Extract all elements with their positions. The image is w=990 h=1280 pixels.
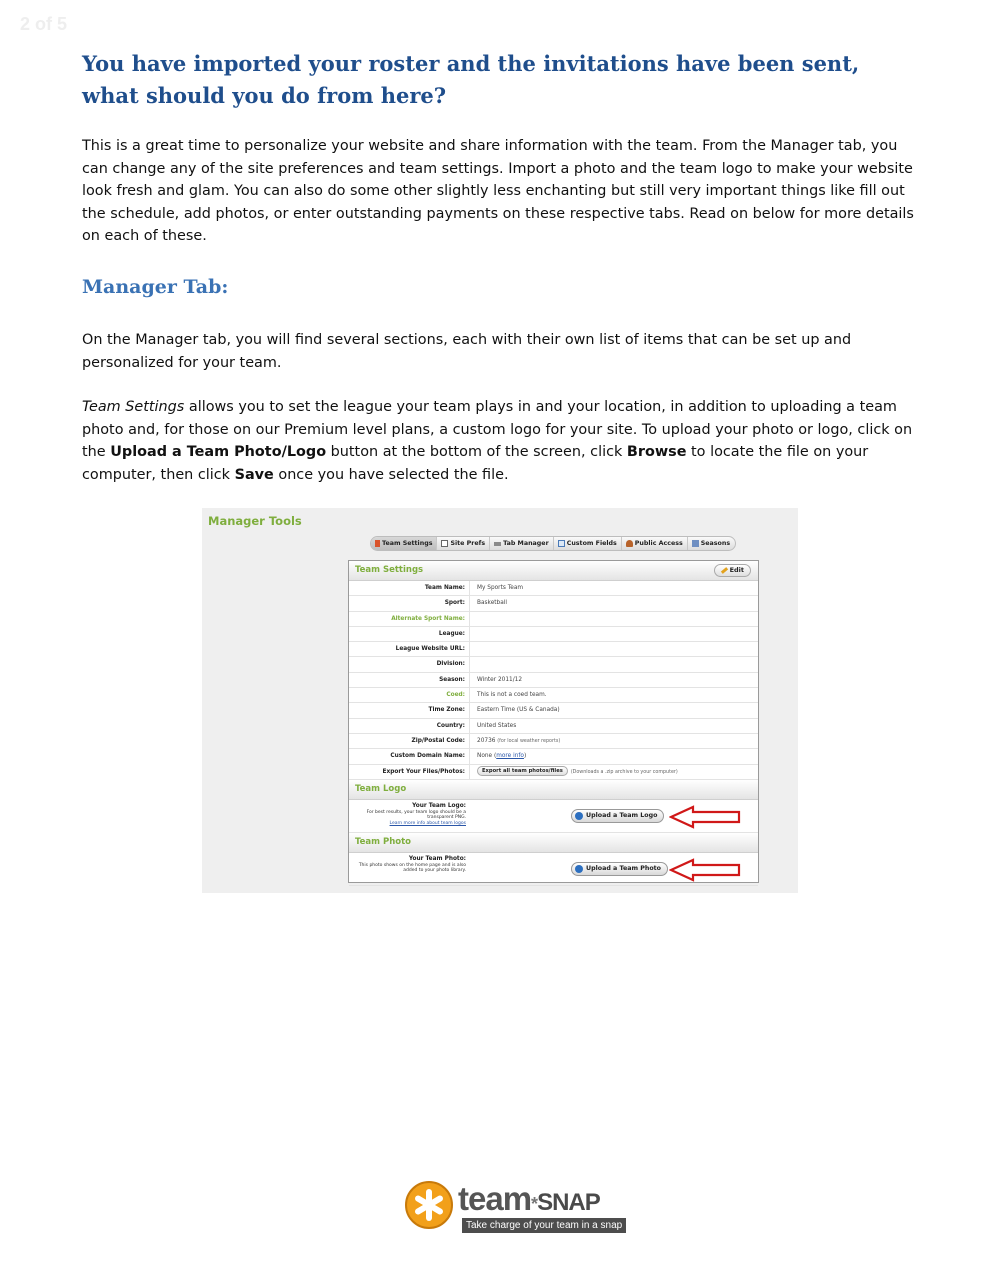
logo-wordmark <box>458 1180 600 1218</box>
page-number: 2 of 5 <box>20 14 68 34</box>
paragraph-text: to locate the file on your computer, then click <box>82 444 869 483</box>
tab-label: Tab Manager <box>503 540 549 547</box>
page-icon <box>441 540 448 547</box>
settings-row <box>349 749 758 764</box>
red-arrow-icon <box>669 805 743 829</box>
team-settings-panel <box>348 560 759 883</box>
row-label: Division: <box>349 657 470 671</box>
settings-row <box>349 719 758 734</box>
logo-snap: SNAP <box>537 1189 600 1216</box>
row-value <box>470 765 678 779</box>
settings-row <box>349 765 758 780</box>
row-value: My Sports Team <box>477 585 524 591</box>
tab-label: Seasons <box>700 540 731 547</box>
team-photo-row <box>349 853 758 886</box>
upload-icon <box>575 865 583 873</box>
logo-label-block <box>349 803 470 827</box>
settings-row <box>349 642 758 657</box>
manager-tools-title: Manager Tools <box>208 514 302 528</box>
page-title: You have imported your roster and the invitations have been sent, what should you do from here? <box>82 51 860 108</box>
row-label: Alternate Sport Name: <box>349 612 470 626</box>
tab-public-access[interactable] <box>622 537 688 550</box>
upload-team-photo-button[interactable] <box>571 862 668 876</box>
export-button[interactable]: Export all team photos/files <box>477 766 568 776</box>
manager-tab-heading: Manager Tab: <box>82 276 229 298</box>
teamsnap-logo <box>404 1178 623 1238</box>
button-label: Upload a Team Photo <box>586 864 661 872</box>
row-label: Time Zone: <box>349 703 470 717</box>
tab-tab-manager[interactable] <box>490 537 554 550</box>
fields-icon <box>558 540 565 547</box>
row-value <box>470 734 560 748</box>
zip-note: (for local weather reports) <box>497 738 561 744</box>
tab-label: Team Settings <box>382 540 433 547</box>
section-title: Team Logo <box>355 783 407 794</box>
row-label: Country: <box>349 719 470 733</box>
photo-help: This photo shows on the home page and is also added to your photo library. <box>358 862 466 874</box>
row-value: Winter 2011/12 <box>477 676 523 683</box>
row-value: Basketball <box>477 600 507 607</box>
red-arrow-icon <box>669 858 743 882</box>
zip-value: 20736 <box>477 737 496 744</box>
more-info-link[interactable]: more info <box>496 753 524 760</box>
row-value <box>470 657 477 671</box>
settings-row <box>349 688 758 703</box>
team-settings-term: Team Settings <box>82 399 185 415</box>
team-settings-paragraph <box>82 396 918 486</box>
logo-help: For best results, your team logo should be a transparent PNG. <box>366 809 466 821</box>
tab-label: Custom Fields <box>566 540 617 547</box>
row-value <box>470 627 477 641</box>
row-label: League Website URL: <box>349 642 470 656</box>
tab-label: Site Prefs <box>450 540 486 547</box>
row-value: This is not a coed team. <box>477 692 547 699</box>
row-value: United States <box>477 722 517 729</box>
tab-custom-fields[interactable] <box>554 537 622 550</box>
logo-learn-more-link[interactable]: Learn more info about team logos <box>389 820 466 826</box>
section-title: Team Settings <box>355 565 424 575</box>
paragraph-text: once you have selected the file. <box>273 466 509 483</box>
settings-row <box>349 581 758 596</box>
team-logo-header <box>349 780 758 800</box>
settings-row <box>349 734 758 749</box>
logo-label: Your Team Logo: <box>412 802 466 809</box>
row-label: Zip/Postal Code: <box>349 734 470 748</box>
flag-icon <box>375 540 380 547</box>
tab-label: Public Access <box>634 540 683 547</box>
button-label: Upload a Team Logo <box>586 811 658 819</box>
manager-intro-paragraph: On the Manager tab, you will find several sections, each with their own list of items that can be set up and personalized for your team. <box>82 332 852 371</box>
photo-label-block <box>349 856 470 874</box>
row-value <box>470 642 477 656</box>
row-label: Coed: <box>349 688 470 702</box>
tab-seasons[interactable] <box>688 537 734 550</box>
upload-icon <box>575 812 583 820</box>
tabs-icon <box>494 542 501 546</box>
row-label: Team Name: <box>349 581 470 595</box>
row-value: None (more info) <box>477 753 527 760</box>
tab-team-settings[interactable] <box>371 537 437 550</box>
edit-button[interactable] <box>714 564 751 577</box>
teamsnap-star-icon <box>404 1180 454 1230</box>
row-label: Custom Domain Name: <box>349 749 470 763</box>
edit-label: Edit <box>729 566 744 574</box>
people-icon <box>626 540 633 547</box>
row-label: Sport: <box>349 596 470 610</box>
settings-row <box>349 612 758 627</box>
team-logo-row <box>349 800 758 833</box>
pencil-icon <box>720 567 727 574</box>
settings-row <box>349 703 758 718</box>
settings-row <box>349 673 758 688</box>
team-photo-header <box>349 833 758 853</box>
upload-team-logo-button[interactable] <box>571 809 664 823</box>
row-value: Eastern Time (US & Canada) <box>477 707 560 714</box>
seasons-icon <box>692 540 699 547</box>
paragraph-text: button at the bottom of the screen, click <box>326 444 627 460</box>
upload-term: Upload a Team Photo/Logo <box>110 444 327 460</box>
manager-tools-screenshot <box>202 508 798 893</box>
settings-row <box>349 657 758 672</box>
manager-tabs <box>370 536 736 551</box>
logo-star: * <box>531 1194 538 1214</box>
paragraph-text: allows you to set the league your team plays in and your location, in addition to uploading a team photo and, for those on our Premium level plans, a custom logo for your site. To upload your photo or logo, click on the <box>82 399 913 460</box>
export-note: (Downloads a .zip archive to your computer) <box>570 769 678 775</box>
browse-term: Browse <box>626 444 687 460</box>
domain-value: None <box>477 753 493 760</box>
intro-paragraph: This is a great time to personalize your website and share information with the team. From the Manager tab, you can change any of the site preferences and team settings. Import a photo and the team logo to make your website look fresh and glam. You can also do some other slightly less enchanting but still very important things like fill out the schedule, add photos, or enter outstanding payments on these respective tabs. Read on below for more details on each of these. <box>82 138 914 244</box>
save-term: Save <box>234 466 274 483</box>
row-label: League: <box>349 627 470 641</box>
section-title: Team Photo <box>355 836 412 847</box>
settings-row <box>349 627 758 642</box>
logo-tagline: Take charge of your team in a snap <box>462 1218 626 1233</box>
row-value <box>470 612 477 626</box>
row-label: Export Your Files/Photos: <box>349 765 470 779</box>
team-settings-header <box>349 561 758 581</box>
tab-site-prefs[interactable] <box>437 537 490 550</box>
row-label: Season: <box>349 673 470 687</box>
photo-label: Your Team Photo: <box>408 855 466 862</box>
logo-word: team <box>458 1180 532 1217</box>
settings-row <box>349 596 758 611</box>
